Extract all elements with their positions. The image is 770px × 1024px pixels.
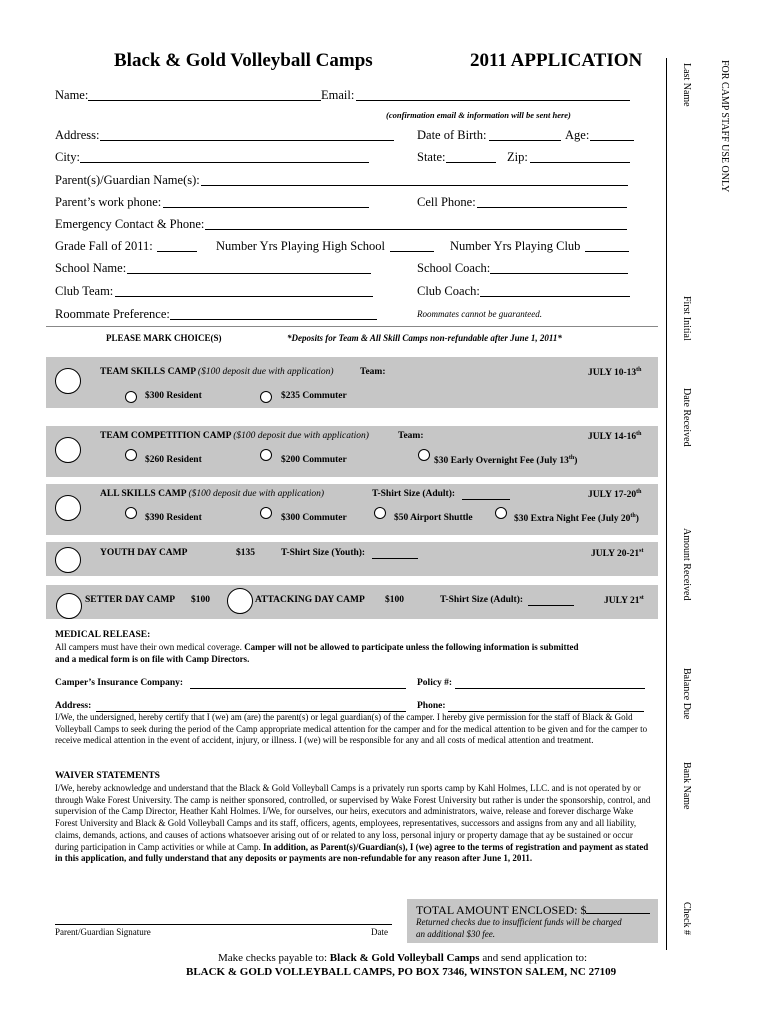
signature-field[interactable] xyxy=(55,924,392,925)
all-skills-shuttle-radio[interactable] xyxy=(374,507,386,519)
staff-field-bank-name: Bank Name xyxy=(681,762,692,810)
roommate-field[interactable] xyxy=(170,319,377,320)
youth-select[interactable] xyxy=(55,547,81,573)
total-label: TOTAL AMOUNT ENCLOSED: $ xyxy=(416,902,650,918)
team-comp-commuter-label: $200 Commuter xyxy=(281,455,347,465)
medical-consent-text: I/We, the undersigned, hereby certify that I (we) am (are) the parent(s) or legal guardian(s) of the camper. I hereby give permission for the staff of Black & Gold Volleyball Camps to seek during the period of the Camp appropriate medical attention for the camper and for the medical attention to be given and for the camper to receive medical attention in the event of accident, injury, or illness. I (we) will be responsible for any and all costs of medical attention and treatment. xyxy=(55,712,648,746)
policy-label: Policy #: xyxy=(417,678,453,688)
email-note: (confirmation email & information will be sent here) xyxy=(386,110,571,120)
team-skills-commuter-label: $235 Commuter xyxy=(281,391,347,401)
yrs-club-label: Number Yrs Playing Club xyxy=(450,239,581,253)
all-skills-date: JULY 17-20th xyxy=(588,489,642,501)
all-skills-shirt-label: T-Shirt Size (Adult): xyxy=(372,489,456,499)
form-title: Black & Gold Volleyball Camps xyxy=(114,50,373,71)
all-skills-name: ALL SKILLS CAMP ($100 deposit due with application) xyxy=(100,489,325,499)
youth-shirt-field[interactable] xyxy=(372,558,418,559)
email-field[interactable] xyxy=(356,100,630,101)
parent-names-label: Parent(s)/Guardian Name(s): xyxy=(55,173,200,187)
club-team-label: Club Team: xyxy=(55,284,114,298)
school-coach-label: School Coach: xyxy=(417,261,491,275)
roommate-note: Roommates cannot be guaranteed. xyxy=(417,309,542,319)
state-field[interactable] xyxy=(446,162,496,163)
team-comp-early-fee-label: $30 Early Overnight Fee (July 13th) xyxy=(434,455,578,467)
school-label: School Name: xyxy=(55,261,127,275)
team-skills-resident-radio[interactable] xyxy=(125,391,137,403)
setter-price: $100 xyxy=(191,595,210,605)
club-coach-field[interactable] xyxy=(480,296,630,297)
sidebar-divider xyxy=(666,58,667,950)
work-phone-label: Parent’s work phone: xyxy=(55,195,162,209)
yrs-club-field[interactable] xyxy=(585,251,629,252)
team-comp-early-fee-radio[interactable] xyxy=(418,449,430,461)
application-year-title: 2011 APPLICATION xyxy=(470,50,643,71)
all-skills-shuttle-label: $50 Airport Shuttle xyxy=(394,513,473,523)
city-label: City: xyxy=(55,150,81,164)
staff-field-check-number: Check # xyxy=(681,902,692,936)
dob-field[interactable] xyxy=(489,140,561,141)
team-comp-resident-label: $260 Resident xyxy=(145,455,202,465)
signature-label: Parent/Guardian Signature xyxy=(55,927,151,937)
attacking-shirt-label: T-Shirt Size (Adult): xyxy=(440,595,524,605)
school-field[interactable] xyxy=(127,273,371,274)
emergency-field[interactable] xyxy=(205,229,627,230)
staff-field-date-received: Date Received xyxy=(681,388,692,447)
team-comp-commuter-radio[interactable] xyxy=(260,449,272,461)
medical-line1: All campers must have their own medical coverage. Camper will not be allowed to participate unless the following information is submitted xyxy=(55,642,579,652)
cell-phone-label: Cell Phone: xyxy=(417,195,476,209)
roommate-label: Roommate Preference: xyxy=(55,307,170,321)
setter-name: SETTER DAY CAMP xyxy=(85,595,176,605)
medical-address-label: Address: xyxy=(55,701,92,711)
attacking-date: JULY 21st xyxy=(604,595,644,607)
name-label: Name: xyxy=(55,88,89,102)
yrs-hs-label: Number Yrs Playing High School xyxy=(216,239,385,253)
club-team-field[interactable] xyxy=(115,296,373,297)
youth-price: $135 xyxy=(236,548,255,558)
youth-shirt-label: T-Shirt Size (Youth): xyxy=(281,548,366,558)
setter-select[interactable] xyxy=(56,593,82,619)
team-skills-select[interactable] xyxy=(55,368,81,394)
team-skills-resident-label: $300 Resident xyxy=(145,391,202,401)
address-label: Address: xyxy=(55,128,100,142)
attacking-shirt-field[interactable] xyxy=(528,605,574,606)
staff-field-first-initial: First Initial xyxy=(681,296,692,341)
waiver-text: I/We, hereby acknowledge and understand that the Black & Gold Volleyball Camps is a privately run sports camp by Kahl Holmes, LLC. and is not operated by or through Wake Forest University. The camp is neither sponsored, controlled, or supervised by Wake Forest University but rather is under the sponsorship, control, and supervision of the Camp Director, Heather Kahl Holmes. I/We, for ourselves, our heirs, executors and administrators, waive, release and forever discharge Wake Forest University and Black & Gold Volleyball Camps and its staff, officers, agents, employees, representatives, successors and assigns from any and all liability, claims, demands, actions, and causes of actions whatsoever arising out of or related to any loss, personal injury or property damage that ay be sustained or occur during participation in Camp activities or while at Camp. In addition, as Parent(s)/Guardian(s), I (we) agree to the terms of registration and payment as stated in this application, and fully understand that any deposits or payments are non-refundable for any reason after June 1, 2011. xyxy=(55,783,651,864)
waiver-title: WAIVER STATEMENTS xyxy=(55,771,160,781)
team-skills-commuter-radio[interactable] xyxy=(260,391,272,403)
work-phone-field[interactable] xyxy=(163,207,369,208)
grade-label: Grade Fall of 2011: xyxy=(55,239,153,253)
age-label: Age: xyxy=(565,128,590,142)
all-skills-extra-night-radio[interactable] xyxy=(495,507,507,519)
medical-title: MEDICAL RELEASE: xyxy=(55,630,151,640)
team-skills-date: JULY 10-13th xyxy=(588,367,642,379)
staff-use-label: FOR CAMP STAFF USE ONLY xyxy=(719,60,730,193)
team-comp-name: TEAM COMPETITION CAMP ($100 deposit due with application) xyxy=(100,431,369,441)
signature-date-label: Date xyxy=(371,927,388,937)
all-skills-select[interactable] xyxy=(55,495,81,521)
team-comp-team-label: Team: xyxy=(398,431,424,441)
email-label: Email: xyxy=(321,88,355,102)
name-field[interactable] xyxy=(88,100,321,101)
staff-field-amount-received: Amount Received xyxy=(681,528,692,601)
all-skills-commuter-label: $300 Commuter xyxy=(281,513,347,523)
total-note-1: Returned checks due to insufficient funds will be charged xyxy=(416,917,622,927)
yrs-hs-field[interactable] xyxy=(390,251,434,252)
total-note-2: an additional $30 fee. xyxy=(416,929,495,939)
staff-field-last-name: Last Name xyxy=(681,63,692,107)
all-skills-extra-night-label: $30 Extra Night Fee (July 20th) xyxy=(514,513,639,525)
total-amount-field[interactable] xyxy=(586,902,650,914)
policy-field[interactable] xyxy=(455,688,645,689)
mark-choices-label: PLEASE MARK CHOICE(S) xyxy=(106,333,222,343)
all-skills-commuter-radio[interactable] xyxy=(260,507,272,519)
team-skills-team-label: Team: xyxy=(360,367,386,377)
attacking-price: $100 xyxy=(385,595,404,605)
city-field[interactable] xyxy=(80,162,369,163)
grade-field[interactable] xyxy=(157,251,197,252)
choices-divider xyxy=(46,326,658,327)
attacking-select[interactable] xyxy=(227,588,253,614)
footer-mailing-address: BLACK & GOLD VOLLEYBALL CAMPS, PO BOX 7346, WINSTON SALEM, NC 27109 xyxy=(186,966,617,978)
insurance-field[interactable] xyxy=(190,688,406,689)
cell-phone-field[interactable] xyxy=(477,207,627,208)
all-skills-resident-radio[interactable] xyxy=(125,507,137,519)
parent-names-field[interactable] xyxy=(201,185,628,186)
medical-line2: and a medical form is on file with Camp Directors. xyxy=(55,654,250,664)
medical-phone-label: Phone: xyxy=(417,701,446,711)
attacking-name: ATTACKING DAY CAMP xyxy=(255,595,365,605)
dob-label: Date of Birth: xyxy=(417,128,487,142)
insurance-label: Camper’s Insurance Company: xyxy=(55,678,184,688)
team-comp-date: JULY 14-16th xyxy=(588,431,642,443)
zip-field[interactable] xyxy=(530,162,630,163)
state-label: State: xyxy=(417,150,446,164)
staff-field-balance-due: Balance Due xyxy=(681,668,692,720)
club-coach-label: Club Coach: xyxy=(417,284,480,298)
team-skills-name: TEAM SKILLS CAMP ($100 deposit due with application) xyxy=(100,367,334,377)
team-comp-resident-radio[interactable] xyxy=(125,449,137,461)
all-skills-resident-label: $390 Resident xyxy=(145,513,202,523)
deposit-note: *Deposits for Team & All Skill Camps non-refundable after June 1, 2011* xyxy=(287,333,562,343)
all-skills-shirt-field[interactable] xyxy=(462,499,510,500)
school-coach-field[interactable] xyxy=(490,273,628,274)
age-field[interactable] xyxy=(590,140,634,141)
team-skills-band xyxy=(46,357,658,408)
team-comp-select[interactable] xyxy=(55,437,81,463)
youth-date: JULY 20-21st xyxy=(591,548,644,560)
emergency-label: Emergency Contact & Phone: xyxy=(55,217,205,231)
address-field[interactable] xyxy=(100,140,394,141)
youth-name: YOUTH DAY CAMP xyxy=(100,548,188,558)
footer-line-1: Make checks payable to: Black & Gold Volleyball Camps and send application to: xyxy=(218,952,588,964)
zip-label: Zip: xyxy=(507,150,528,164)
